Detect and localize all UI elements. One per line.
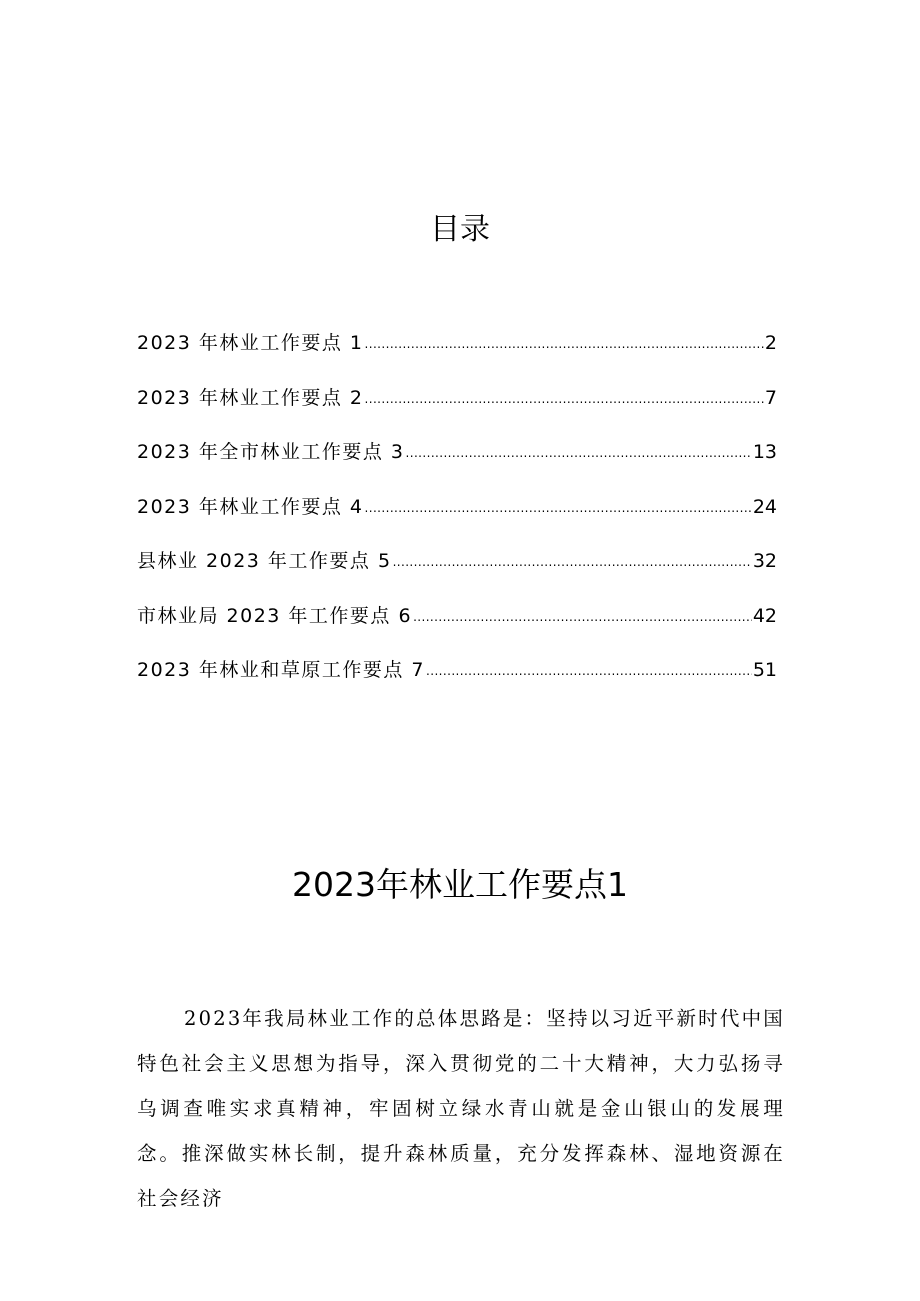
toc-entry-label: 2023 年林业工作要点 4 <box>137 495 364 518</box>
body-paragraph: 2023年我局林业工作的总体思路是：坚持以习近平新时代中国特色社会主义思想为指导，深入贯彻党的二十大精神，大力弘扬寻乌调查唯实求真精神，牢固树立绿水青山就是金山银山的发展理念。推深做实林长制，提升森林质量，充分发挥森林、湿地资源在社会经济 <box>137 1007 785 1210</box>
toc-entry-label: 市林业局 2023 年工作要点 6 <box>137 604 413 627</box>
toc-entry-6[interactable] <box>137 601 777 656</box>
toc-entry-page: 42 <box>752 604 777 627</box>
toc-leader-dots <box>406 436 752 468</box>
table-of-contents <box>137 328 777 710</box>
toc-entry-1[interactable] <box>137 328 777 383</box>
toc-entry-4[interactable] <box>137 492 777 547</box>
toc-entry-label: 县林业 2023 年工作要点 5 <box>137 550 392 572</box>
toc-leader-dots <box>393 545 752 577</box>
toc-leader-dots <box>426 654 752 686</box>
toc-entry-label: 2023 年林业工作要点 2 <box>137 386 364 409</box>
toc-leader-dots <box>365 491 752 523</box>
toc-entry-label: 2023 年林业工作要点 1 <box>137 332 364 354</box>
toc-entry-page: 24 <box>752 495 777 518</box>
toc-entry-3[interactable] <box>137 437 777 492</box>
toc-leader-dots <box>365 382 764 414</box>
toc-entry-5[interactable] <box>137 546 777 601</box>
toc-title: 目录 <box>430 212 490 247</box>
toc-entry-page: 7 <box>764 386 777 409</box>
toc-entry-2[interactable] <box>137 383 777 438</box>
toc-entry-page: 2 <box>764 332 777 354</box>
toc-entry-label: 2023 年林业和草原工作要点 7 <box>137 659 426 681</box>
toc-leader-dots <box>365 327 764 359</box>
toc-entry-page: 32 <box>752 550 777 572</box>
toc-entry-page: 51 <box>752 659 777 681</box>
toc-leader-dots <box>413 600 752 632</box>
toc-entry-label: 2023 年全市林业工作要点 3 <box>137 441 405 463</box>
document-title: 2023年林业工作要点1 <box>292 865 628 904</box>
toc-entry-7[interactable] <box>137 655 777 710</box>
toc-entry-page: 13 <box>752 441 777 463</box>
